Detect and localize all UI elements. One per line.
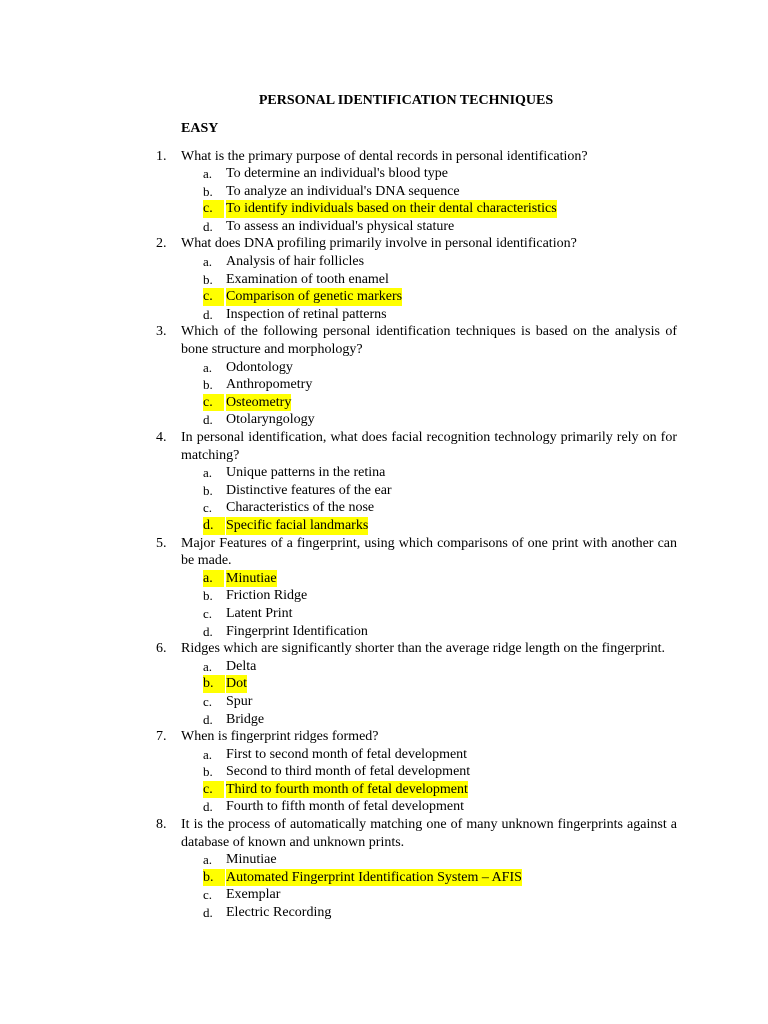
option-letter: a.	[203, 746, 213, 762]
option-letter: a.	[203, 852, 213, 868]
question-row	[0, 535, 768, 570]
question-text: Major Features of a fingerprint, using which comparisons of one print with another can be made.	[181, 535, 677, 569]
question-item	[0, 429, 768, 535]
question-item	[0, 728, 768, 816]
option-letter: b.	[203, 675, 225, 693]
answer-option	[0, 587, 768, 605]
option-letter: b.	[203, 271, 213, 287]
question-number: 6.	[156, 641, 167, 657]
option-letter: d.	[203, 412, 213, 428]
question-text: It is the process of automatically matching one of many unknown fingerprints against a database of known and unknown prints.	[181, 817, 677, 850]
question-item	[0, 323, 768, 429]
answer-option	[0, 482, 768, 500]
option-text: Unique patterns in the retina	[226, 465, 386, 481]
option-text: To determine an individual's blood type	[226, 166, 448, 182]
option-letter: b.	[203, 764, 213, 780]
answer-option	[0, 253, 768, 271]
option-letter: d.	[203, 623, 213, 639]
option-text: Inspection of retinal patterns	[226, 306, 387, 322]
option-text: Specific facial landmarks	[226, 517, 369, 533]
question-text: What does DNA profiling primarily involve in personal identification?	[181, 236, 577, 252]
option-text: Dot	[226, 676, 247, 692]
option-text: Comparison of genetic markers	[226, 289, 403, 305]
question-row	[0, 728, 768, 746]
answer-option-highlighted	[0, 517, 768, 535]
option-text: Analysis of hair follicles	[226, 254, 365, 270]
option-text: Odontology	[226, 359, 293, 375]
option-text: Exemplar	[226, 887, 281, 903]
option-letter: d.	[203, 306, 213, 322]
option-text: Latent Print	[226, 605, 293, 621]
option-text: Minutiae	[226, 852, 277, 868]
option-text: Automated Fingerprint Identification System – AFIS	[226, 869, 522, 885]
question-number: 8.	[156, 817, 167, 833]
question-number: 2.	[156, 236, 167, 252]
answer-option	[0, 605, 768, 623]
question-item	[0, 235, 768, 323]
option-letter: a.	[203, 658, 213, 674]
question-item	[0, 816, 768, 922]
question-text: Ridges which are significantly shorter than the average ridge length on the fingerprint.	[181, 641, 666, 657]
option-text: Spur	[226, 693, 253, 709]
option-text: To assess an individual's physical stature	[226, 218, 455, 234]
answer-option	[0, 464, 768, 482]
question-row	[0, 816, 768, 851]
answer-option	[0, 183, 768, 201]
option-letter: b.	[203, 869, 225, 887]
answer-option	[0, 165, 768, 183]
question-text: When is fingerprint ridges formed?	[181, 729, 379, 745]
option-letter: a.	[203, 166, 213, 182]
answer-option	[0, 798, 768, 816]
option-text: Otolaryngology	[226, 412, 315, 428]
option-text: Examination of tooth enamel	[226, 271, 389, 287]
option-letter: d.	[203, 218, 213, 234]
option-letter: b.	[203, 377, 213, 393]
option-text: Bridge	[226, 711, 265, 727]
option-letter: b.	[203, 588, 213, 604]
answer-option	[0, 693, 768, 711]
option-text: Friction Ridge	[226, 588, 308, 604]
question-item	[0, 535, 768, 641]
option-text: To analyze an individual's DNA sequence	[226, 183, 460, 199]
question-text: In personal identification, what does facial recognition technology primarily rely on for matching?	[181, 430, 677, 463]
answer-option	[0, 218, 768, 236]
answer-option	[0, 851, 768, 869]
answer-option	[0, 411, 768, 429]
option-letter: c.	[203, 394, 224, 412]
question-row	[0, 148, 768, 166]
answer-option-highlighted	[0, 288, 768, 306]
option-letter: c.	[203, 887, 213, 903]
section-heading: EASY	[181, 121, 219, 136]
option-letter: c.	[203, 200, 224, 218]
option-text: Characteristics of the nose	[226, 500, 375, 516]
option-letter: d.	[203, 711, 213, 727]
question-number: 4.	[156, 430, 167, 445]
option-text: First to second month of fetal development	[226, 746, 468, 762]
option-letter: a.	[203, 465, 213, 481]
option-letter: a.	[203, 570, 224, 588]
option-letter: c.	[203, 605, 213, 621]
answer-option	[0, 271, 768, 289]
answer-option	[0, 886, 768, 904]
option-letter: a.	[203, 359, 213, 375]
question-text: Which of the following personal identification techniques is based on the analysis of bone structure and morphology?	[181, 324, 677, 358]
answer-option-highlighted	[0, 200, 768, 218]
answer-option	[0, 306, 768, 324]
option-letter: d.	[203, 517, 225, 535]
option-text: To identify individuals based on their dental characteristics	[226, 201, 557, 217]
answer-option	[0, 499, 768, 517]
answer-option	[0, 359, 768, 377]
question-number: 1.	[156, 148, 167, 164]
question-row	[0, 640, 768, 658]
question-list	[0, 148, 768, 922]
option-letter: c.	[203, 500, 213, 516]
option-text: Fingerprint Identification	[226, 623, 368, 639]
answer-option	[0, 711, 768, 729]
option-text: Osteometry	[226, 394, 292, 410]
answer-option	[0, 376, 768, 394]
answer-option-highlighted	[0, 869, 768, 887]
answer-option	[0, 623, 768, 641]
option-letter: c.	[203, 781, 224, 799]
answer-option-highlighted	[0, 394, 768, 412]
option-text: Third to fourth month of fetal development	[226, 781, 468, 797]
option-text: Fourth to fifth month of fetal development	[226, 799, 464, 815]
option-letter: b.	[203, 183, 213, 199]
option-text: Anthropometry	[226, 377, 313, 393]
question-number: 7.	[156, 729, 167, 745]
answer-option	[0, 763, 768, 781]
answer-option-highlighted	[0, 675, 768, 693]
option-letter: d.	[203, 905, 213, 921]
option-letter: b.	[203, 482, 213, 498]
option-text: Distinctive features of the ear	[226, 482, 392, 498]
option-letter: c.	[203, 693, 213, 709]
option-text: Minutiae	[226, 570, 277, 586]
answer-option	[0, 904, 768, 922]
option-text: Electric Recording	[226, 905, 332, 921]
answer-option-highlighted	[0, 570, 768, 588]
question-text: What is the primary purpose of dental records in personal identification?	[181, 148, 588, 164]
question-row	[0, 235, 768, 253]
answer-option	[0, 658, 768, 676]
question-item	[0, 148, 768, 236]
question-row	[0, 429, 768, 464]
question-item	[0, 640, 768, 728]
document-title: PERSONAL IDENTIFICATION TECHNIQUES	[258, 93, 554, 108]
answer-option-highlighted	[0, 781, 768, 799]
question-number: 3.	[156, 324, 167, 340]
option-text: Delta	[226, 658, 257, 674]
option-letter: d.	[203, 799, 213, 815]
question-row	[0, 323, 768, 358]
answer-option	[0, 746, 768, 764]
option-text: Second to third month of fetal development	[226, 764, 471, 780]
question-number: 5.	[156, 535, 167, 551]
option-letter: a.	[203, 254, 213, 270]
option-letter: c.	[203, 288, 224, 306]
